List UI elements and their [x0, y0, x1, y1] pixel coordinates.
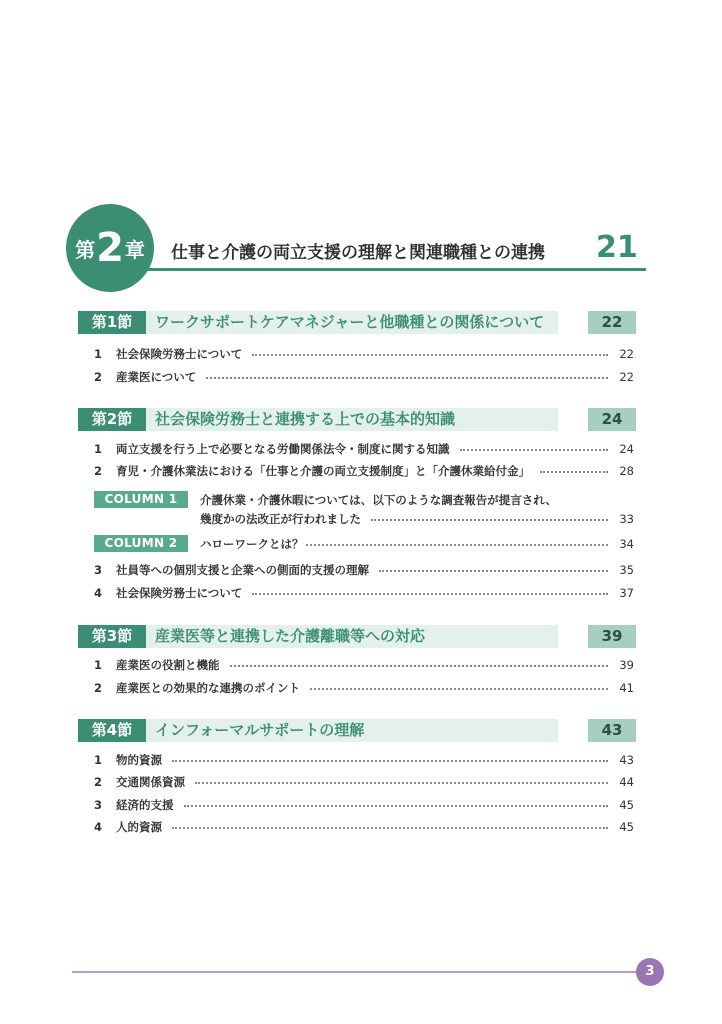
chapter-suffix: 章	[124, 237, 145, 262]
column-2-tag: COLUMN 2	[94, 535, 188, 552]
page-number: 3	[636, 958, 664, 986]
toc-entry[interactable]	[94, 440, 634, 457]
entry-page: 34	[619, 536, 634, 551]
entry-text: 社会保険労務士について	[116, 585, 243, 600]
entry-number: 1	[94, 657, 103, 672]
dot-leader	[172, 760, 608, 762]
toc-entry[interactable]	[94, 751, 634, 768]
toc-entry[interactable]	[94, 345, 634, 362]
entry-number: 3	[94, 562, 103, 577]
entry-text: 産業医の役割と機能	[116, 657, 220, 672]
entry-number: 2	[94, 774, 103, 789]
section-3-page[interactable]: 39	[588, 625, 636, 648]
dot-leader	[230, 665, 609, 667]
toc-entry[interactable]	[94, 679, 634, 696]
entry-number: 1	[94, 752, 103, 767]
toc-entry[interactable]	[94, 561, 634, 578]
dot-leader	[206, 377, 608, 379]
entry-text: 産業医との効果的な連携のポイント	[116, 680, 300, 695]
chapter-page[interactable]: 21	[596, 230, 638, 265]
entry-page: 22	[619, 369, 634, 384]
dot-leader	[195, 782, 608, 784]
entry-number: 1	[94, 346, 103, 361]
dot-leader	[184, 805, 609, 807]
entry-number: 2	[94, 463, 103, 478]
dot-leader	[310, 688, 608, 690]
entry-page: 43	[619, 752, 634, 767]
dot-leader	[460, 449, 609, 451]
dot-leader	[252, 593, 608, 595]
toc-entry[interactable]	[94, 818, 634, 835]
section-1-label: 第1節	[78, 311, 146, 334]
entry-number: 2	[94, 680, 103, 695]
dot-leader	[371, 519, 608, 521]
dot-leader	[172, 827, 608, 829]
entry-page: 37	[619, 585, 634, 600]
footer-rule	[72, 971, 642, 973]
dot-leader	[540, 471, 608, 473]
section-1-title[interactable]: ワークサポートケアマネジャーと他職種との関係について	[155, 313, 545, 331]
chapter-badge	[66, 204, 154, 292]
toc-entry[interactable]	[94, 462, 634, 479]
entry-page: 24	[619, 441, 634, 456]
entry-page: 35	[619, 562, 634, 577]
section-4-page[interactable]: 43	[588, 719, 636, 742]
toc-entry[interactable]	[94, 584, 634, 601]
column-1-title-line1[interactable]: 介護休業・介護休暇については、以下のような調査報告が提言され、	[200, 493, 557, 507]
column-1-title-line2: 幾度かの法改正が行われました	[200, 511, 361, 526]
entry-page: 39	[619, 657, 634, 672]
entry-text: 物的資源	[116, 752, 162, 767]
entry-number: 1	[94, 441, 103, 456]
entry-text: 社員等への個別支援と企業への側面的支援の理解	[116, 562, 369, 577]
dot-leader	[379, 570, 608, 572]
toc-entry[interactable]	[94, 368, 634, 385]
toc-entry[interactable]	[94, 656, 634, 673]
chapter-number: 2	[96, 225, 124, 271]
entry-text: 産業医について	[116, 369, 197, 384]
entry-page: 44	[619, 774, 634, 789]
column-2-entry[interactable]	[200, 535, 634, 552]
column-1-tag: COLUMN 1	[94, 491, 188, 508]
entry-text: 社会保険労務士について	[116, 346, 243, 361]
section-2-page[interactable]: 24	[588, 408, 636, 431]
entry-page: 45	[619, 797, 634, 812]
section-4-label: 第4節	[78, 719, 146, 742]
column-2-title: ハローワークとは？	[200, 536, 304, 551]
entry-number: 3	[94, 797, 103, 812]
chapter-title[interactable]: 仕事と介護の両立支援の理解と関連職種との連携	[171, 243, 545, 263]
entry-page: 28	[619, 463, 634, 478]
entry-page: 33	[619, 511, 634, 526]
entry-page: 41	[619, 680, 634, 695]
entry-text: 両立支援を行う上で必要となる労働関係法令・制度に関する知識	[116, 441, 450, 456]
entry-text: 育児・介護休業法における「仕事と介護の両立支援制度」と「介護休業給付金」	[116, 463, 530, 478]
dot-leader	[306, 544, 609, 546]
section-4-title[interactable]: インフォーマルサポートの理解	[155, 721, 365, 739]
entry-page: 22	[619, 346, 634, 361]
dot-leader	[252, 354, 608, 356]
entry-number: 2	[94, 369, 103, 384]
column-1-entry[interactable]	[200, 510, 634, 527]
toc-entry[interactable]	[94, 773, 634, 790]
entry-number: 4	[94, 819, 103, 834]
chapter-prefix: 第	[75, 237, 96, 262]
entry-page: 45	[619, 819, 634, 834]
entry-text: 交通関係資源	[116, 774, 185, 789]
section-3-title[interactable]: 産業医等と連携した介護離職等への対応	[155, 627, 426, 645]
entry-text: 経済的支援	[116, 797, 174, 812]
section-1-page[interactable]: 22	[588, 311, 636, 334]
section-2-title[interactable]: 社会保険労務士と連携する上での基本的知識	[155, 410, 456, 428]
entry-text: 人的資源	[116, 819, 162, 834]
toc-entry[interactable]	[94, 796, 634, 813]
section-3-label: 第3節	[78, 625, 146, 648]
entry-number: 4	[94, 585, 103, 600]
section-2-label: 第2節	[78, 408, 146, 431]
chapter-underline	[140, 268, 646, 271]
